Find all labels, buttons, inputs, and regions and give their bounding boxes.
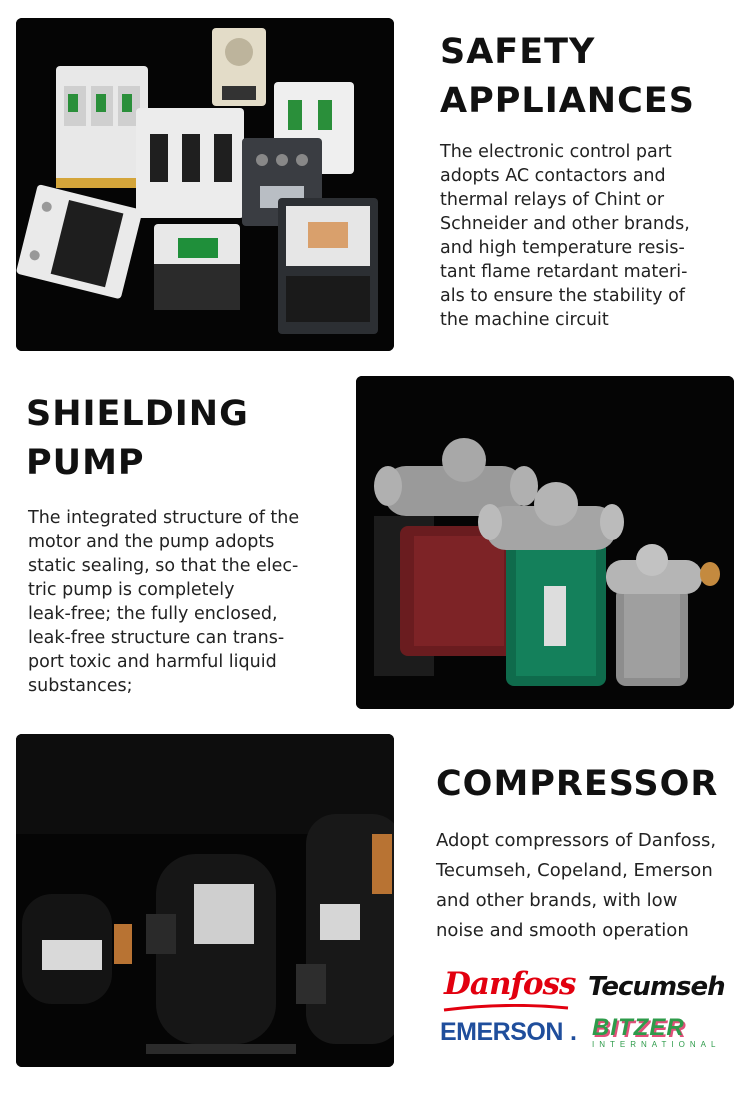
section-pump-title-line2: PUMP xyxy=(26,443,145,483)
bitzer-logo-subtext: INTERNATIONAL xyxy=(592,1040,721,1049)
section-pump-title xyxy=(26,390,249,488)
emerson-logo xyxy=(440,1018,580,1048)
emerson-logo-mark: . xyxy=(570,1018,577,1046)
section-compressor-title: COMPRESSOR xyxy=(436,764,719,804)
section-safety-title xyxy=(440,28,695,126)
section-safety-title-line2: APPLIANCES xyxy=(440,81,695,121)
section-pump-description: The integrated structure of the motor and the pump adopts static sealing, so that the elec- tric pump is completely leak-free; the fully enclosed, leak-free structure can trans- port toxic and harmful liquid substances; xyxy=(28,508,300,696)
tecumseh-logo xyxy=(588,972,725,1012)
section-compressor-description: Adopt compressors of Danfoss, Tecumseh, Copeland, Emerson and other brands, with low noise and smooth operation xyxy=(436,830,717,941)
section-pump-title-line1: SHIELDING xyxy=(26,394,249,434)
danfoss-logo-text: Danfoss xyxy=(444,966,576,1002)
tecumseh-logo-text: Tecumseh xyxy=(588,972,725,1002)
emerson-logo-text: EMERSON xyxy=(440,1018,563,1046)
bitzer-logo-text: BITZER xyxy=(592,1014,685,1041)
electrical-components-photo xyxy=(16,18,394,351)
danfoss-logo xyxy=(440,966,576,1014)
compressors-photo xyxy=(16,734,394,1067)
bitzer-logo xyxy=(590,1014,721,1056)
section-safety-description: The electronic control part adopts AC contactors and thermal relays of Chint or Schneider and other brands, and high temperature resis- tant flame retardant materi- als to ensure the stability of the machine circuit xyxy=(440,142,690,330)
section-safety-title-line1: SAFETY xyxy=(440,32,596,72)
shielding-pumps-photo xyxy=(356,376,734,709)
